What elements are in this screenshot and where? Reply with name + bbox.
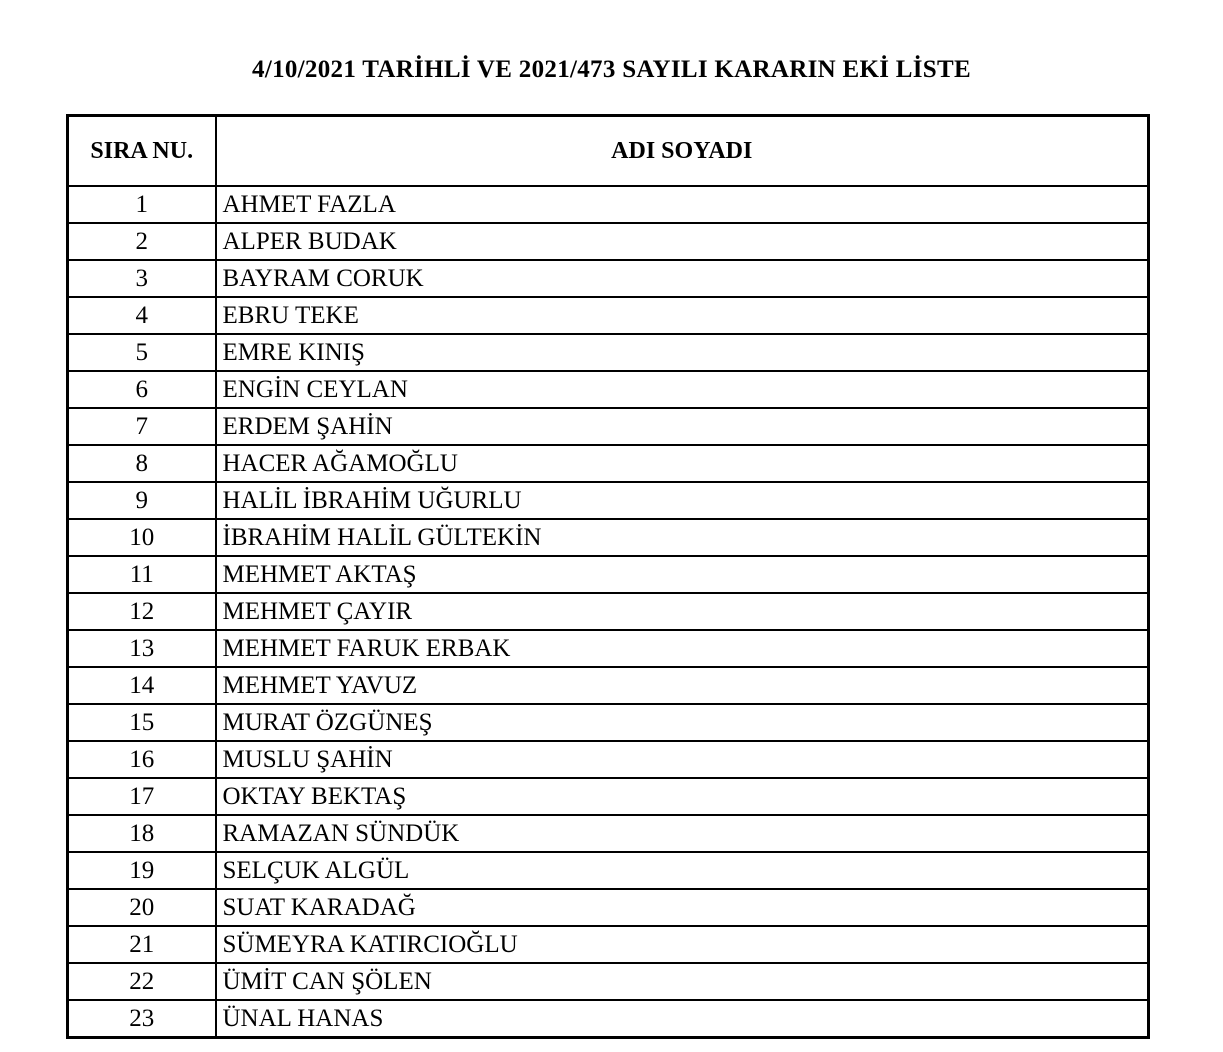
full-name-cell: OKTAY BEKTAŞ (216, 778, 1149, 815)
document-title: 4/10/2021 TARİHLİ VE 2021/473 SAYILI KARARIN EKİ LİSTE (252, 56, 971, 83)
table-row (68, 371, 1149, 408)
row-number-cell: 12 (68, 593, 216, 630)
row-number-cell: 11 (68, 556, 216, 593)
full-name-cell: EMRE KINIŞ (216, 334, 1149, 371)
table-row (68, 926, 1149, 963)
table-row (68, 852, 1149, 889)
full-name-cell: EBRU TEKE (216, 297, 1149, 334)
table-row (68, 630, 1149, 667)
row-number-cell: 16 (68, 741, 216, 778)
table-row (68, 593, 1149, 630)
row-number-cell: 1 (68, 186, 216, 223)
row-number-cell: 5 (68, 334, 216, 371)
table-row (68, 704, 1149, 741)
table-row (68, 889, 1149, 926)
full-name-cell: SELÇUK ALGÜL (216, 852, 1149, 889)
full-name-cell: MEHMET ÇAYIR (216, 593, 1149, 630)
table-header-row (68, 116, 1149, 187)
table-row (68, 186, 1149, 223)
row-number-cell: 3 (68, 260, 216, 297)
full-name-cell: RAMAZAN SÜNDÜK (216, 815, 1149, 852)
full-name-cell: ÜNAL HANAS (216, 1000, 1149, 1038)
row-number-cell: 17 (68, 778, 216, 815)
row-number-cell: 7 (68, 408, 216, 445)
row-number-cell: 14 (68, 667, 216, 704)
full-name-cell: HACER AĞAMOĞLU (216, 445, 1149, 482)
table-row (68, 445, 1149, 482)
full-name-cell: MEHMET AKTAŞ (216, 556, 1149, 593)
row-number-cell: 23 (68, 1000, 216, 1038)
table-row (68, 778, 1149, 815)
table-row (68, 519, 1149, 556)
table-row (68, 408, 1149, 445)
row-number-cell: 10 (68, 519, 216, 556)
column-header-sira-nu: SIRA NU. (68, 116, 216, 187)
table-row (68, 667, 1149, 704)
row-number-cell: 20 (68, 889, 216, 926)
full-name-cell: BAYRAM CORUK (216, 260, 1149, 297)
full-name-cell: ERDEM ŞAHİN (216, 408, 1149, 445)
table-row (68, 223, 1149, 260)
table-row (68, 260, 1149, 297)
table-row (68, 963, 1149, 1000)
row-number-cell: 18 (68, 815, 216, 852)
table-body (68, 186, 1149, 1038)
row-number-cell: 6 (68, 371, 216, 408)
row-number-cell: 22 (68, 963, 216, 1000)
table-row (68, 556, 1149, 593)
full-name-cell: SÜMEYRA KATIRCIOĞLU (216, 926, 1149, 963)
full-name-cell: AHMET FAZLA (216, 186, 1149, 223)
full-name-cell: SUAT KARADAĞ (216, 889, 1149, 926)
full-name-cell: MUSLU ŞAHİN (216, 741, 1149, 778)
row-number-cell: 9 (68, 482, 216, 519)
row-number-cell: 21 (68, 926, 216, 963)
full-name-cell: ALPER BUDAK (216, 223, 1149, 260)
name-list-table (66, 114, 1150, 1039)
row-number-cell: 8 (68, 445, 216, 482)
full-name-cell: HALİL İBRAHİM UĞURLU (216, 482, 1149, 519)
full-name-cell: MURAT ÖZGÜNEŞ (216, 704, 1149, 741)
table-row (68, 334, 1149, 371)
row-number-cell: 15 (68, 704, 216, 741)
full-name-cell: MEHMET YAVUZ (216, 667, 1149, 704)
table-row (68, 1000, 1149, 1038)
table-row (68, 482, 1149, 519)
table-row (68, 297, 1149, 334)
row-number-cell: 2 (68, 223, 216, 260)
full-name-cell: İBRAHİM HALİL GÜLTEKİN (216, 519, 1149, 556)
row-number-cell: 19 (68, 852, 216, 889)
table-row (68, 815, 1149, 852)
row-number-cell: 4 (68, 297, 216, 334)
full-name-cell: ÜMİT CAN ŞÖLEN (216, 963, 1149, 1000)
full-name-cell: ENGİN CEYLAN (216, 371, 1149, 408)
column-header-adi-soyadi: ADI SOYADI (216, 116, 1149, 187)
full-name-cell: MEHMET FARUK ERBAK (216, 630, 1149, 667)
row-number-cell: 13 (68, 630, 216, 667)
table-row (68, 741, 1149, 778)
